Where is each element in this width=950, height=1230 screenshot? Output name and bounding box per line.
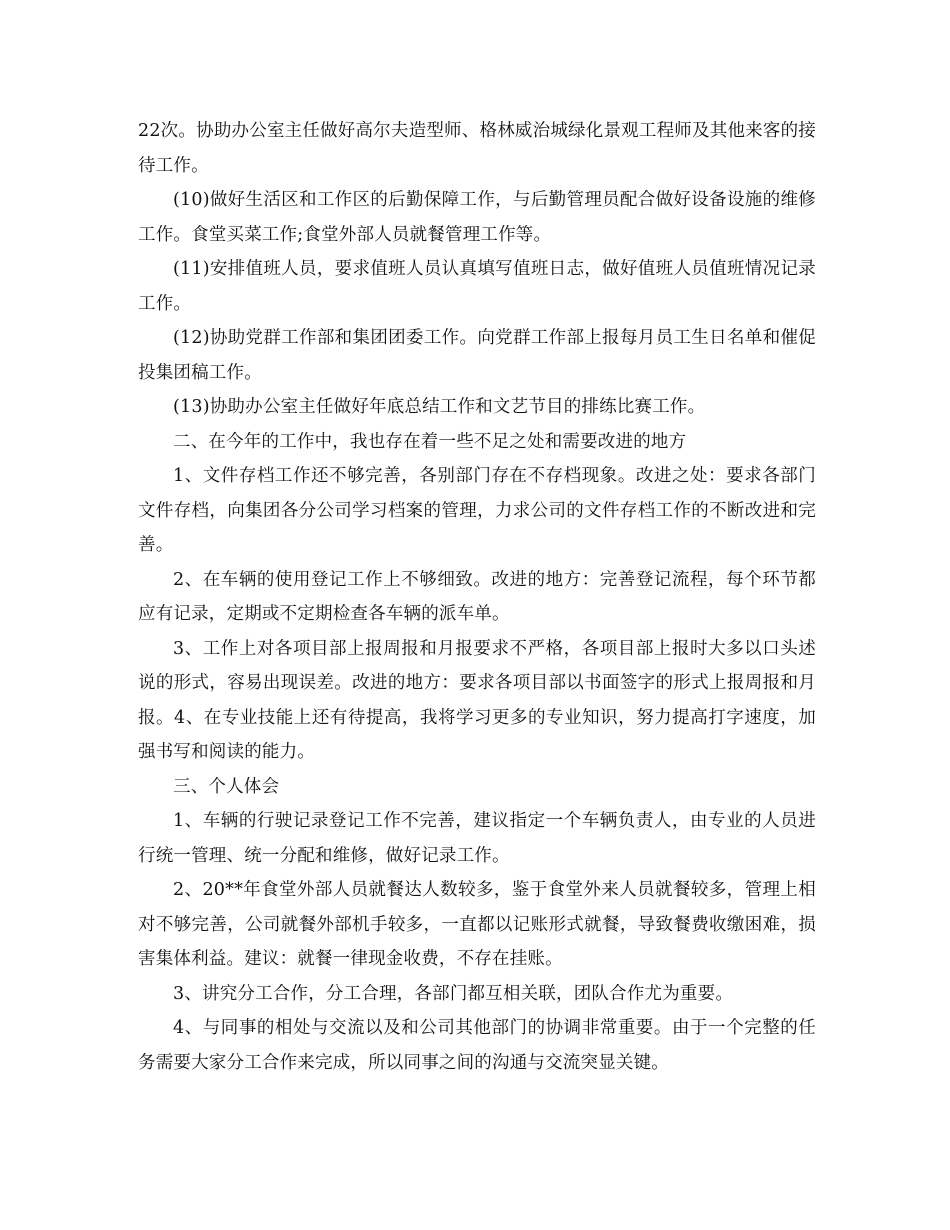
- paragraph-item-12: (12)协助党群工作部和集团团委工作。向党群工作部上报每月员工生日名单和催促投集团稿工作。: [138, 328, 816, 383]
- paragraph-shortcoming-1: 1、文件存档工作还不够完善，各别部门存在不存档现象。改进之处：要求各部门文件存档，向集团各分公司学习档案的管理，力求公司的文件存档工作的不断改进和完善。: [138, 466, 816, 555]
- paragraph-item-13: (13)协助办公室主任做好年底总结工作和文艺节目的排练比赛工作。: [173, 397, 706, 417]
- document-body: [138, 114, 816, 1080]
- paragraph-experience-4: 4、与同事的相处与交流以及和公司其他部门的协调非常重要。由于一个完整的任务需要大家分工合作来完成，所以同事之间的沟通与交流突显关键。: [138, 1018, 816, 1073]
- paragraph-shortcoming-3-4: 3、工作上对各项目部上报周报和月报要求不严格，各项目部上报时大多以口头述说的形式，容易出现误差。改进的地方：要求各项目部以书面签字的形式上报周报和月报。4、在专业技能上还有待提高，我将学习更多的专业知识，努力提高打字速度，加强书写和阅读的能力。: [138, 638, 816, 762]
- section-heading-shortcomings: 二、在今年的工作中，我也存在着一些不足之处和需要改进的地方: [173, 431, 687, 452]
- paragraph-continuation: 22次。协助办公室主任做好高尔夫造型师、格林威治城绿化景观工程师及其他来客的接待工作。: [138, 121, 816, 176]
- paragraph-experience-2: 2、20**年食堂外部人员就餐达人数较多，鉴于食堂外来人员就餐较多，管理上相对不够完善，公司就餐外部机手较多，一直都以记账形式就餐，导致餐费收缴困难，损害集体利益。建议：就餐一律现金收费，不存在挂账。: [138, 880, 816, 969]
- paragraph-experience-1: 1、车辆的行驶记录登记工作不完善，建议指定一个车辆负责人，由专业的人员进行统一管理、统一分配和维修，做好记录工作。: [138, 811, 816, 866]
- paragraph-experience-3: 3、讲究分工合作，分工合理，各部门都互相关联，团队合作尤为重要。: [173, 983, 734, 1004]
- section-heading-experience: 三、个人体会: [173, 776, 280, 797]
- paragraph-shortcoming-2: 2、在车辆的使用登记工作上不够细致。改进的地方：完善登记流程，每个环节都应有记录，定期或不定期检查各车辆的派车单。: [138, 569, 816, 624]
- paragraph-item-10: (10)做好生活区和工作区的后勤保障工作，与后勤管理员配合做好设备设施的维修工作。食堂买菜工作;食堂外部人员就餐管理工作等。: [138, 190, 816, 245]
- paragraph-item-11: (11)安排值班人员，要求值班人员认真填写值班日志，做好值班人员值班情况记录工作。: [138, 259, 816, 314]
